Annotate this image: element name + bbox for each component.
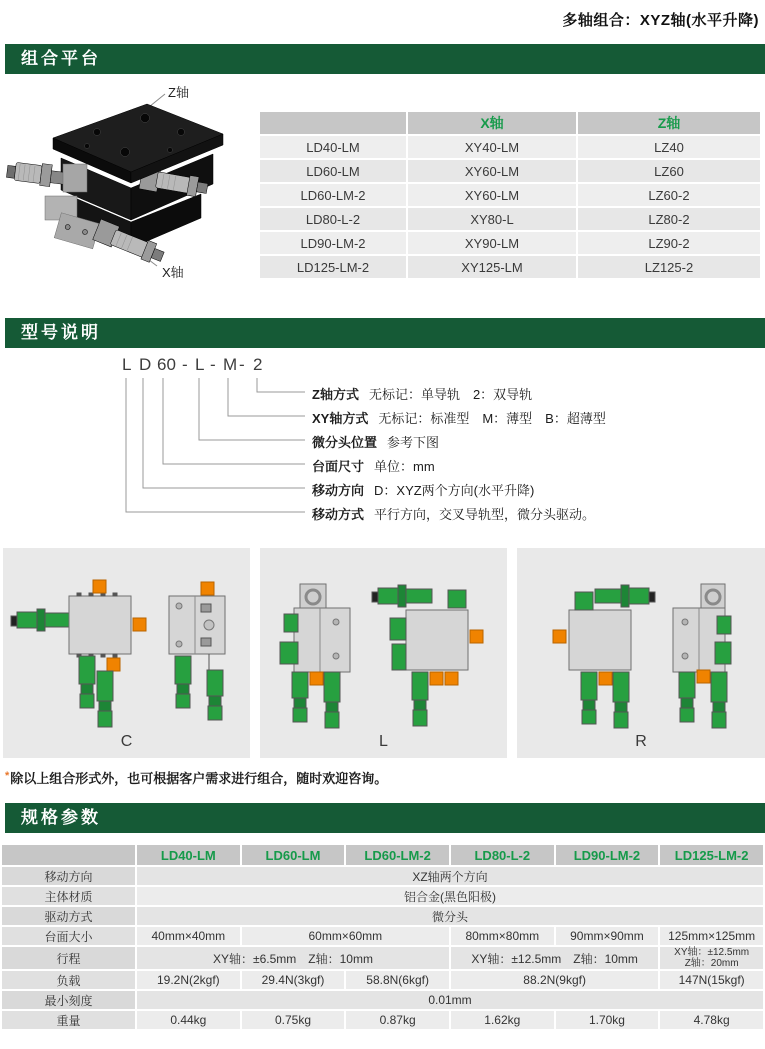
page-title: 多轴组合：XYZ轴(水平升降): [562, 12, 759, 29]
model-label-table-size: [312, 456, 435, 475]
spec-row-drive: [2, 907, 763, 925]
table-row: [260, 136, 760, 158]
model-label-desc: 平行方向，交叉导轨型，微分头驱动。: [374, 507, 596, 522]
model-label-z-mode: [312, 384, 532, 403]
model-label-desc: 无标记：单导轨 2：双导轨: [368, 387, 533, 402]
spec-cell: 4.78kg: [660, 1011, 763, 1029]
spec-cell: XY轴：±6.5mm Z轴：10mm: [137, 947, 449, 969]
spec-row-label: 行程: [2, 947, 135, 969]
spec-row-label: 台面大小: [2, 927, 135, 945]
model-label-xy-mode: [312, 408, 606, 427]
spec-row-load: [2, 971, 763, 989]
cell: LD80-L-2: [260, 208, 406, 230]
spec-cell: 1.62kg: [451, 1011, 554, 1029]
combo-header-blank: [260, 112, 406, 134]
spec-cell: 微分头: [137, 907, 763, 925]
spec-header-model: LD60-LM-2: [346, 845, 449, 865]
cell: XY80-L: [408, 208, 576, 230]
model-label-term: XY轴方式: [312, 411, 369, 426]
spec-cell: 19.2N(2kgf): [137, 971, 240, 989]
table-row: [260, 208, 760, 230]
table-row: [260, 256, 760, 278]
spec-cell: 90mm×90mm: [556, 927, 659, 945]
cell: LZ80-2: [578, 208, 760, 230]
spec-cell: 40mm×40mm: [137, 927, 240, 945]
cell: LD40-LM: [260, 136, 406, 158]
cell: LD125-LM-2: [260, 256, 406, 278]
model-label-term: Z轴方式: [312, 387, 359, 402]
cell: XY90-LM: [408, 232, 576, 254]
cell: LZ125-2: [578, 256, 760, 278]
section-header-combo: 组合平台: [5, 44, 765, 74]
variant-panel-c: [3, 548, 250, 758]
spec-row-label: 负载: [2, 971, 135, 989]
cell: XY40-LM: [408, 136, 576, 158]
spec-row-table-size: [2, 927, 763, 945]
spec-cell: 0.87kg: [346, 1011, 449, 1029]
table-row: [260, 184, 760, 206]
section-header-model: 型号说明: [5, 318, 765, 348]
spec-row-weight: [2, 1011, 763, 1029]
spec-header-blank: [2, 845, 135, 865]
spec-cell: 1.70kg: [556, 1011, 659, 1029]
spec-cell: [660, 947, 763, 969]
spec-header-model: LD90-LM-2: [556, 845, 659, 865]
cell: LD60-LM-2: [260, 184, 406, 206]
spec-cell: XY轴：±12.5mm Z轴：10mm: [451, 947, 658, 969]
model-label-desc: 参考下图: [387, 435, 440, 450]
cell: XY60-LM: [408, 160, 576, 182]
spec-cell-line: Z轴：20mm: [684, 958, 739, 969]
spec-row-travel: [2, 947, 763, 969]
spec-row-label: 驱动方式: [2, 907, 135, 925]
variant-panel-l: [260, 548, 507, 758]
variant-label-c: C: [120, 733, 133, 750]
footnote-asterisk: *: [5, 770, 10, 782]
spec-cell: 29.4N(3kgf): [242, 971, 345, 989]
spec-row-min-scale: [2, 991, 763, 1009]
variant-c-drawing: [3, 548, 250, 758]
cell: XY125-LM: [408, 256, 576, 278]
spec-header-row: [2, 845, 763, 865]
combo-header-x-axis: X轴: [408, 112, 576, 134]
spec-header-model: LD40-LM: [137, 845, 240, 865]
model-code-part: 2: [253, 355, 263, 374]
cell: LZ60: [578, 160, 760, 182]
variant-l-drawing: [260, 548, 507, 758]
model-label-term: 移动方式: [312, 507, 365, 522]
model-label-desc: 无标记：标准型 M：薄型 B：超薄型: [378, 411, 606, 426]
spec-row-move-direction: [2, 867, 763, 885]
footnote: [5, 768, 387, 787]
combo-header-z-axis: Z轴: [578, 112, 760, 134]
footnote-text: 除以上组合形式外，也可根据客户需求进行组合，随时欢迎咨询。: [10, 771, 388, 786]
z-axis-label: Z轴: [168, 85, 189, 100]
spec-table: [0, 843, 765, 1031]
spec-cell: 147N(15kgf): [660, 971, 763, 989]
cell: LD90-LM-2: [260, 232, 406, 254]
combo-table: [258, 110, 762, 280]
xyz-stage-photo: [5, 80, 255, 292]
model-label-micrometer-position: [312, 432, 439, 451]
spec-cell: 0.44kg: [137, 1011, 240, 1029]
cell: XY60-LM: [408, 184, 576, 206]
spec-cell-line: XY轴：±12.5mm: [674, 947, 750, 958]
model-code-part: -: [182, 355, 188, 374]
model-code-part: D: [139, 355, 152, 374]
spec-row-material: [2, 887, 763, 905]
spec-row-label: 最小刻度: [2, 991, 135, 1009]
model-code-part: M: [223, 355, 238, 374]
product-figure: [5, 80, 255, 292]
model-code-part: 60: [157, 355, 176, 374]
spec-cell: 铝合金(黑色阳极): [137, 887, 763, 905]
spec-header-model: LD80-L-2: [451, 845, 554, 865]
cell: LZ90-2: [578, 232, 760, 254]
model-label-term: 移动方向: [312, 483, 365, 498]
cell: LZ40: [578, 136, 760, 158]
variant-label-l: L: [379, 733, 388, 750]
cell: LD60-LM: [260, 160, 406, 182]
stage-drawing: [6, 104, 223, 266]
model-label-desc: 单位：mm: [374, 459, 435, 474]
spec-cell: XZ轴两个方向: [137, 867, 763, 885]
model-label-term: 微分头位置: [312, 435, 378, 450]
spec-cell: 125mm×125mm: [660, 927, 763, 945]
model-code-part: -: [239, 355, 245, 374]
model-label-term: 台面尺寸: [312, 459, 365, 474]
section-header-spec: 规格参数: [5, 803, 765, 833]
spec-cell: 80mm×80mm: [451, 927, 554, 945]
spec-cell: 60mm×60mm: [242, 927, 449, 945]
spec-cell: 0.01mm: [137, 991, 763, 1009]
model-label-desc: D：XYZ两个方向(水平升降): [374, 483, 535, 498]
spec-cell: 88.2N(9kgf): [451, 971, 658, 989]
variant-r-drawing: [517, 548, 765, 758]
model-code-part: -: [210, 355, 216, 374]
variant-panel-r: [517, 548, 765, 758]
spec-row-label: 重量: [2, 1011, 135, 1029]
table-row: [260, 232, 760, 254]
model-code-part: L: [195, 355, 205, 374]
spec-cell: 58.8N(6kgf): [346, 971, 449, 989]
x-axis-label: X轴: [162, 265, 184, 280]
spec-row-label: 移动方向: [2, 867, 135, 885]
model-code-part: L: [122, 355, 132, 374]
spec-header-model: LD60-LM: [242, 845, 345, 865]
spec-row-label: 主体材质: [2, 887, 135, 905]
cell: LZ60-2: [578, 184, 760, 206]
variant-label-r: R: [635, 733, 647, 750]
spec-cell: 0.75kg: [242, 1011, 345, 1029]
table-row: [260, 160, 760, 182]
spec-header-model: LD125-LM-2: [660, 845, 763, 865]
combo-table-header-row: [260, 112, 760, 134]
model-label-move-mode: [312, 504, 595, 523]
model-label-move-direction: [312, 480, 534, 499]
